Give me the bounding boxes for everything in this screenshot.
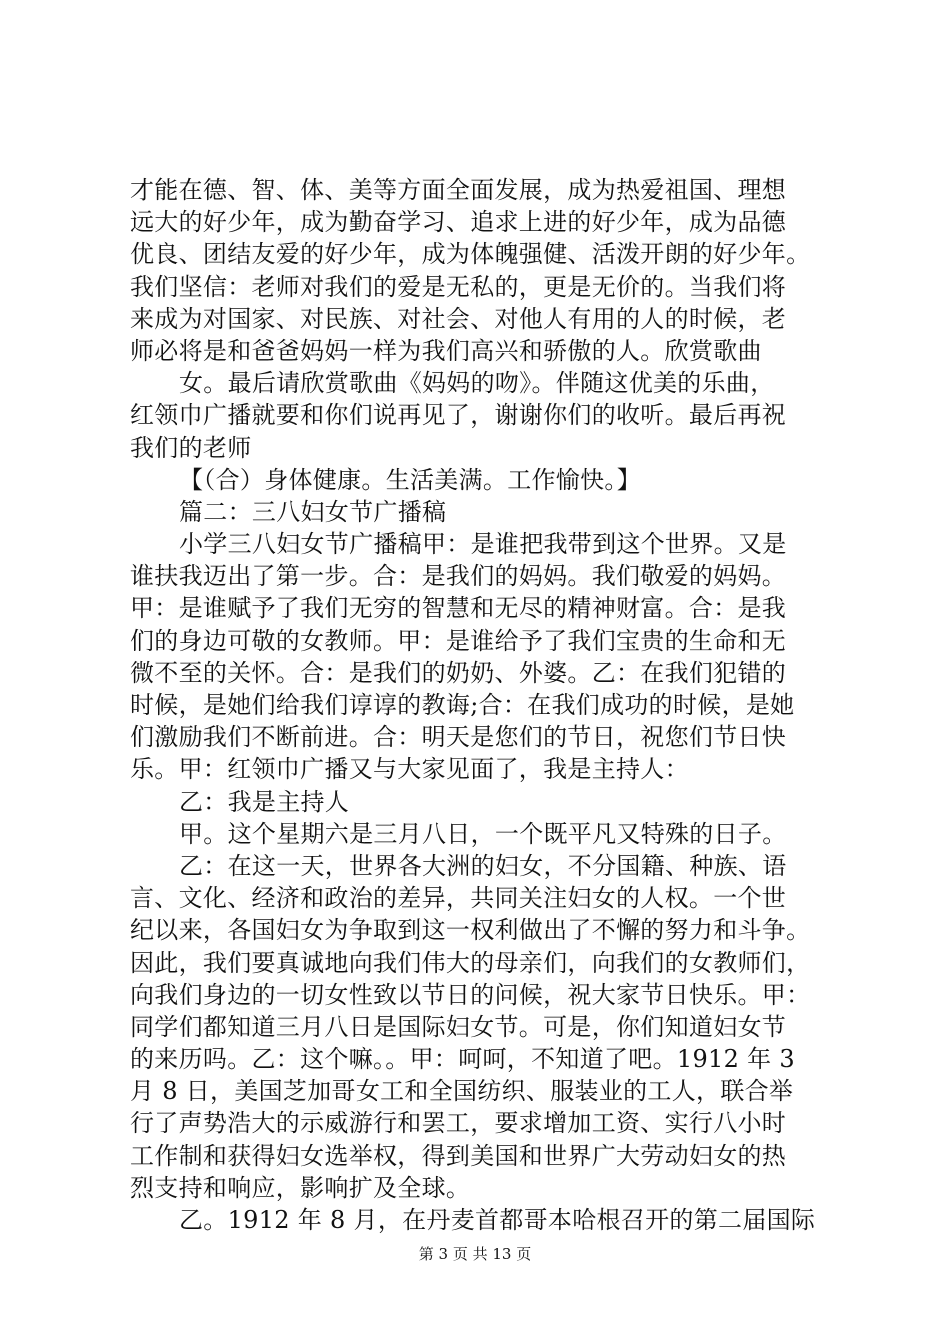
- text-line: 我们坚信：老师对我们的爱是无私的，更是无价的。当我们将: [130, 272, 787, 301]
- text-line: 纪以来，各国妇女为争取到这一权利做出了不懈的努力和斗争。: [130, 916, 811, 945]
- text-line: 甲。这个星期六是三月八日，一个既平凡又特殊的日子。: [179, 819, 787, 848]
- text-line: 谁扶我迈出了第一步。合：是我们的妈妈。我们敬爱的妈妈。: [130, 562, 787, 591]
- text-line: 向我们身边的一切女性致以节日的问候，祝大家节日快乐。甲：: [130, 980, 811, 1009]
- text-line: 我们的老师: [130, 433, 252, 462]
- text-line: 乙：在这一天，世界各大洲的妇女，不分国籍、种族、语: [179, 851, 787, 880]
- text-line: 烈支持和响应，影响扩及全球。: [130, 1173, 471, 1202]
- text-line: 言、文化、经济和政治的差异，共同关注妇女的人权。一个世: [130, 884, 787, 913]
- text-line: 月 8 日，美国芝加哥女工和全国纺织、服装业的工人，联合举: [130, 1077, 794, 1106]
- text-line: 乐。甲：红领巾广播又与大家见面了，我是主持人：: [130, 755, 689, 784]
- text-line: 红领巾广播就要和你们说再见了，谢谢你们的收听。最后再祝: [130, 401, 787, 430]
- text-line: 【（合）身体健康。生活美满。工作愉快。】: [179, 465, 641, 494]
- text-line: 工作制和获得妇女选举权，得到美国和世界广大劳动妇女的热: [130, 1141, 787, 1170]
- text-line: 行了声势浩大的示威游行和罢工，要求增加工资、实行八小时: [130, 1109, 787, 1138]
- text-line: 们激励我们不断前进。合：明天是您们的节日，祝您们节日快: [130, 723, 787, 752]
- text-line: 远大的好少年，成为勤奋学习、追求上进的好少年，成为品德: [130, 208, 787, 237]
- text-line: 师必将是和爸爸妈妈一样为我们高兴和骄傲的人。欣赏歌曲: [130, 336, 762, 365]
- text-line: 才能在德、智、体、美等方面全面发展，成为热爱祖国、理想: [130, 176, 787, 204]
- page-number-footer: 第 3 页 共 13 页: [418, 1245, 532, 1263]
- text-line: 优良、团结友爱的好少年，成为体魄强健、活泼开朗的好少年。: [130, 240, 811, 269]
- text-line: 小学三八妇女节广播稿甲：是谁把我带到这个世界。又是: [179, 530, 787, 559]
- text-line: 时候，是她们给我们谆谆的教诲;合：在我们成功的时候，是她: [130, 691, 795, 719]
- text-line: 因此，我们要真诚地向我们伟大的母亲们，向我们的女教师们，: [130, 948, 811, 977]
- document-body: [130, 174, 830, 1236]
- text-line: 来成为对国家、对民族、对社会、对他人有用的人的时候，老: [130, 304, 787, 333]
- text-line: 微不至的关怀。合：是我们的奶奶、外婆。乙：在我们犯错的: [130, 658, 787, 687]
- text-line: 乙：我是主持人: [179, 787, 350, 816]
- text-line: 的来历吗。乙：这个嘛。。甲：呵呵，不知道了吧。1912 年 3: [130, 1045, 795, 1074]
- text-line: 女。最后请欣赏歌曲《妈妈的吻》。伴随这优美的乐曲，: [179, 369, 775, 398]
- text-line: 们的身边可敬的女教师。甲：是谁给予了我们宝贵的生命和无: [130, 626, 787, 655]
- text-line: 乙。1912 年 8 月，在丹麦首都哥本哈根召开的第二届国际: [179, 1206, 816, 1234]
- section-heading: 篇二：三八妇女节广播稿: [179, 497, 447, 526]
- text-line: 同学们都知道三月八日是国际妇女节。可是，你们知道妇女节: [130, 1012, 787, 1041]
- text-line: 甲：是谁赋予了我们无穷的智慧和无尽的精神财富。合：是我: [130, 594, 787, 623]
